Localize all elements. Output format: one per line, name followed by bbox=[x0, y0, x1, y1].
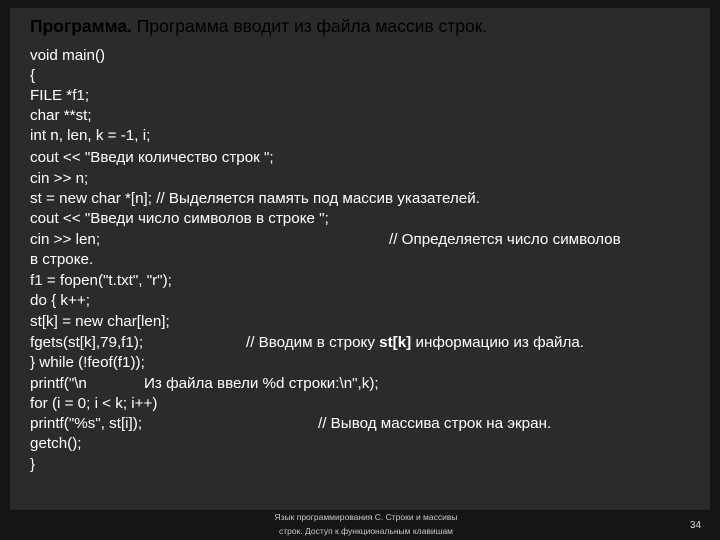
code-text: do { k++; bbox=[30, 292, 90, 309]
code-text: void main() bbox=[30, 47, 106, 64]
code-comment: // Вывод массива строк на экран. bbox=[318, 415, 552, 432]
code-text: for (i = 0; i < k; i++) bbox=[30, 395, 158, 412]
code-line-7 bbox=[30, 170, 88, 188]
footer-line-1: Язык программирования С. Строки и массивы bbox=[274, 512, 458, 522]
code-line-12 bbox=[30, 272, 172, 290]
code-line-19 bbox=[30, 415, 590, 433]
code-line-16 bbox=[30, 354, 145, 372]
code-line-8 bbox=[30, 190, 480, 208]
code-line-13 bbox=[30, 292, 90, 310]
code-text: printf("\n bbox=[30, 375, 87, 392]
code-text: getch(); bbox=[30, 435, 82, 452]
code-text: FILE *f1; bbox=[30, 87, 90, 104]
code-line-10 bbox=[30, 231, 660, 249]
code-line-15 bbox=[30, 334, 670, 352]
code-line-9 bbox=[30, 210, 329, 228]
code-line-18 bbox=[30, 395, 157, 413]
code-line-5 bbox=[30, 127, 150, 145]
code-line-17 bbox=[30, 375, 450, 393]
content-box bbox=[10, 8, 710, 510]
slide-footer bbox=[236, 510, 496, 538]
code-text: } while (!feof(f1)); bbox=[30, 354, 145, 371]
code-line-21 bbox=[30, 456, 35, 474]
code-text: } bbox=[30, 456, 36, 473]
code-text: st = new char *[n]; // Выделяется память под массив указателей. bbox=[30, 190, 480, 207]
code-text: printf("%s", st[i]); bbox=[30, 415, 143, 432]
slide-title bbox=[30, 16, 487, 37]
code-text: cout << "Введи число символов в строке "; bbox=[30, 210, 329, 227]
comment-bold: st[k] bbox=[379, 334, 412, 351]
code-text: { bbox=[30, 67, 36, 84]
code-comment: // Определяется число символов bbox=[389, 231, 621, 248]
code-text: cin >> len; bbox=[30, 231, 101, 248]
page-number: 34 bbox=[690, 520, 702, 531]
title-rest: Программа вводит из файла массив строк. bbox=[131, 16, 488, 36]
code-text: cout << "Введи количество строк "; bbox=[30, 149, 274, 166]
code-comment bbox=[246, 334, 584, 352]
footer-line-2: строк. Доступ к функциональным клавишам bbox=[278, 526, 454, 536]
code-line-14 bbox=[30, 313, 170, 331]
code-text: cin >> n; bbox=[30, 170, 89, 187]
code-line-11 bbox=[30, 251, 93, 269]
code-text: char **st; bbox=[30, 107, 92, 124]
comment-part: // Вводим в строку bbox=[246, 334, 380, 351]
code-text: int n, len, k = -1, i; bbox=[30, 127, 151, 144]
code-line-1 bbox=[30, 47, 105, 65]
code-comment: Из файла ввели %d строки:\n",k); bbox=[144, 375, 379, 392]
code-text: fgets(st[k],79,f1); bbox=[30, 334, 144, 351]
code-line-20 bbox=[30, 435, 82, 453]
code-text: f1 = fopen("t.txt", "r"); bbox=[30, 272, 172, 289]
code-line-6 bbox=[30, 149, 274, 167]
code-text: st[k] = new char[len]; bbox=[30, 313, 170, 330]
code-line-2 bbox=[30, 67, 35, 85]
code-line-4 bbox=[30, 107, 92, 125]
code-line-3 bbox=[30, 87, 89, 105]
code-text: в строке. bbox=[30, 251, 94, 268]
comment-part: информацию из файла. bbox=[411, 334, 585, 351]
title-bold: Программа. bbox=[30, 16, 132, 36]
